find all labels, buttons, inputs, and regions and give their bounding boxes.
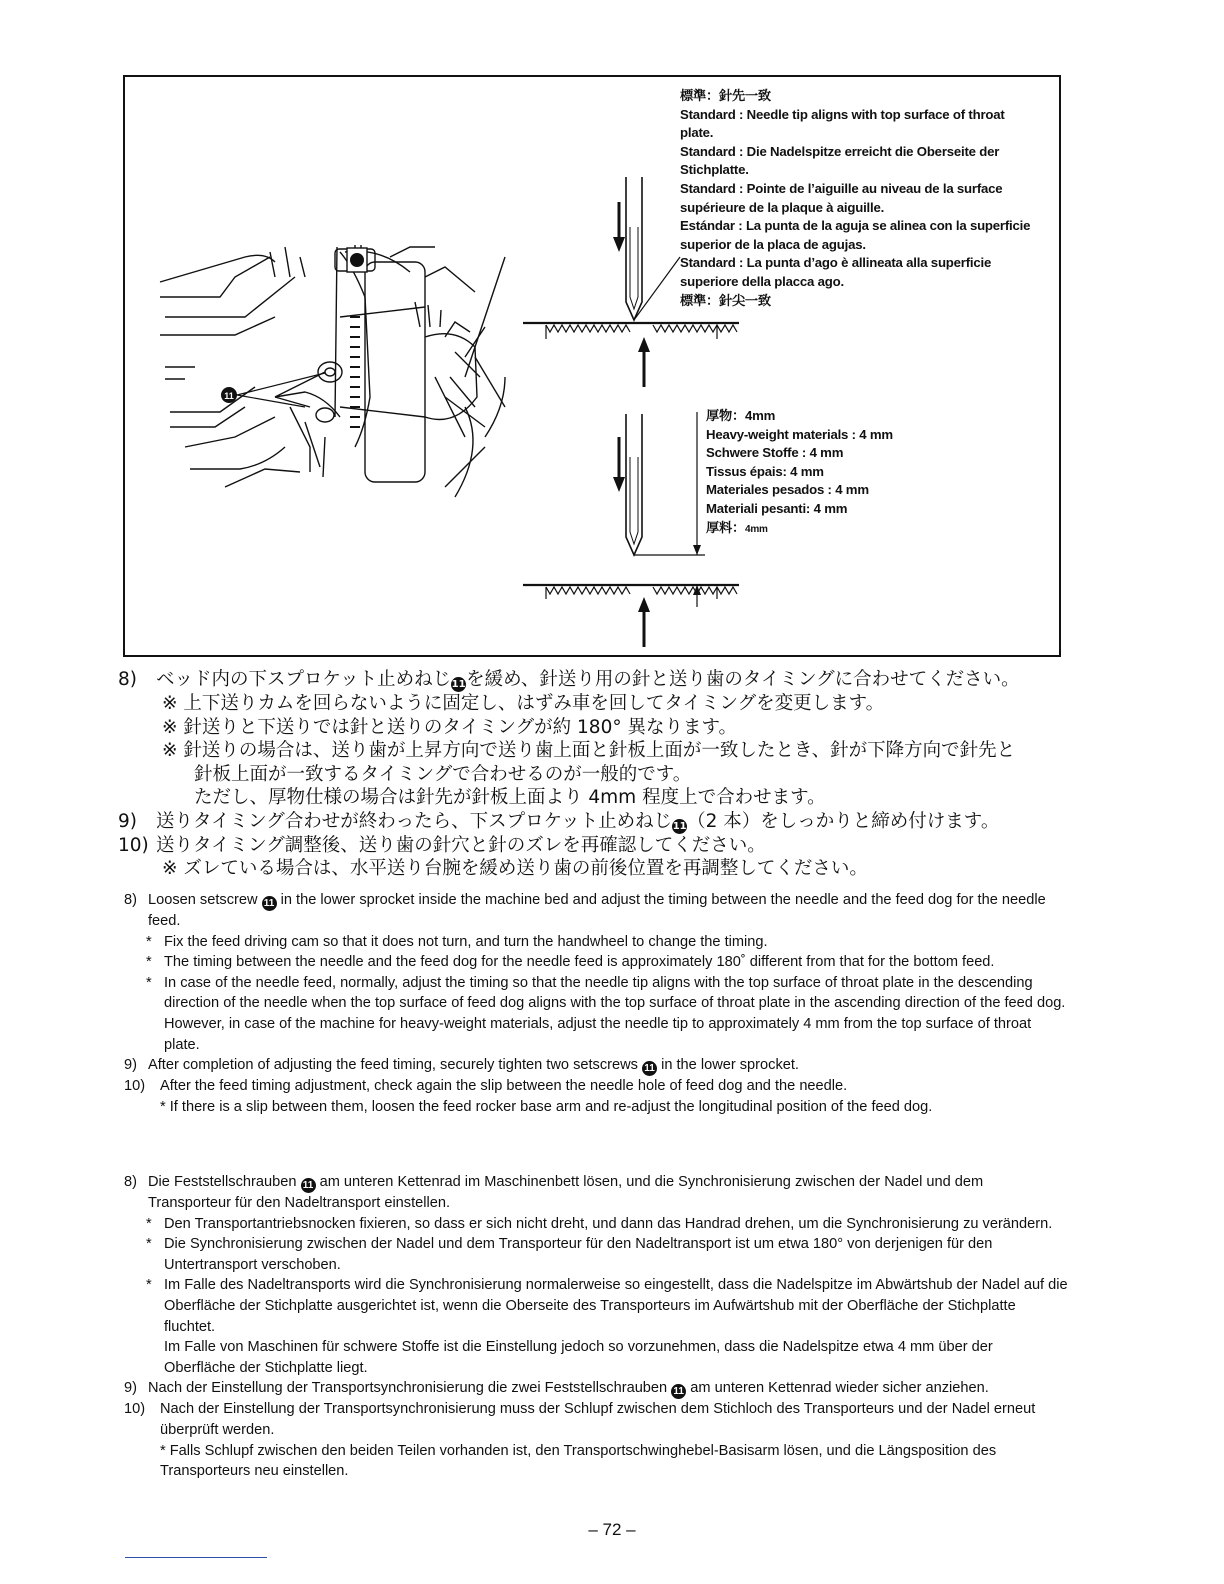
item-number: 8) [124,1174,137,1190]
en-item-10 [124,1076,1068,1097]
item-text: Nach der Einstellung der Transportsynchronisierung muss der Schlupf zwischen dem Stichloch des Transporteurs und der Nadel erneut überprüft werden. [160,1401,1036,1438]
de-bullet: * Den Transportantriebsnocken fixieren, so dass er sich nicht dreht, und dann das Handrad drehen, um die Synchronisierung zu verändern. [146,1215,1053,1232]
footer-rule [125,1557,267,1558]
item-text: Die Feststellschrauben 11 am unteren Kettenrad im Maschinenbett lösen, und die Synchronisierung zwischen der Nadel und dem Transporteur für den Nadeltransport einstellen. [148,1174,984,1211]
item-number: 10) [124,1401,146,1418]
figure-panel [123,75,1061,657]
de-bullet-extra: Im Falle von Maschinen für schwere Stoffe ist die Einstellung jedoch so vorzunehmen, dass die Nadelspitze etwa 4 mm über der Oberfläche der Stichplatte liegt. [164,1339,993,1376]
ja-note: ただし、厚物仕様の場合は針先が針板上面より 4mm 程度上で合わせます。 [194,787,826,808]
de-item-10-note: * Falls Schlupf zwischen den beiden Teilen vorhanden ist, den Transportschwinghebel-Basisarm lösen, und die Längsposition des Transporteurs neu einstellen. [160,1442,997,1480]
setscrew-11-icon: 11 [672,820,687,832]
en-item-9 [124,1055,1068,1076]
caption-line: Materiales pesados : 4 mm [706,482,869,498]
callout-11-label: 11 [224,391,234,401]
caption-line: Tissus épais: 4 mm [706,463,824,479]
caption-line: superiore della placca ago. [680,273,844,289]
caption-line: Standard : Die Nadelspitze erreicht die Oberseite der [680,143,1000,159]
english-instructions [124,890,1068,1117]
item-number: 8) [118,669,137,690]
caption-line: Standard : Needle tip aligns with top surface of throat [680,106,1005,122]
caption-line: 厚物：4mm [706,408,776,423]
item-text: Nach der Einstellung der Transportsynchronisierung die zwei Feststellschrauben 11 am unteren Kettenrad wieder sicher anziehen. [148,1380,989,1398]
ja-note: ※ 針送りと下送りでは針と送りのタイミングが約 180° 異なります。 [162,716,737,738]
caption-line: supérieure de la plaque à aiguille. [680,199,885,215]
item-number: 9) [118,810,137,832]
en-item-8 [124,890,1068,932]
en-bullet: * Fix the feed driving cam so that it does not turn, and turn the handwheel to change the timing. [146,933,768,950]
en-bullet: * The timing between the needle and the feed dog for the needle feed is approximately 180˚ different from that for the bottom feed. [146,954,995,971]
setscrew-11-icon: 11 [262,896,277,911]
setscrew-11-icon: 11 [671,1384,686,1399]
item-number: 10) [118,834,149,856]
caption-value: 4mm [744,523,768,535]
en-bullet: * In case of the needle feed, normally, adjust the timing so that the needle tip aligns with the top surface of throat plate in the descending direction of the needle when the top surface of feed dog aligns with the top surface of throat plate in the ascending direction of the feed dog. [146,974,1066,1012]
caption-line [706,519,1056,540]
item-text: ベッド内の下スプロケット止めねじ11を緩め、針送り用の針と送り歯のタイミングに合わせてください。 [156,669,1020,690]
caption-line: Standard : Pointe de l’aiguille au niveau de la surface [680,180,1003,196]
caption-standard [680,87,1060,310]
caption-line: 標準：針先一致 [680,88,771,103]
ja-note: ※ ズレている場合は、水平送り台腕を緩め送り歯の前後位置を再調整してください。 [162,858,868,879]
item-text: After the feed timing adjustment, check again the slip between the needle hole of feed dog and the needle. [160,1078,848,1095]
item-text: 送りタイミング調整後、送り歯の針穴と針のズレを再確認してください。 [156,834,766,856]
caption-line: superior de la placa de agujas. [680,236,866,252]
caption-line: Materiali pesanti: 4 mm [706,500,848,516]
caption-prefix: 厚料： [706,519,745,535]
de-item-9 [124,1378,1068,1399]
caption-line: Heavy-weight materials : 4 mm [706,426,893,442]
item-text: 送りタイミング合わせが終わったら、下スプロケット止めねじ11（2 本）をしっかりと締め付けます。 [156,810,1000,832]
page-number: – 72 – [588,1520,636,1539]
german-instructions [124,1172,1068,1482]
caption-line: Stichplatte. [680,162,749,178]
caption-line: Schwere Stoffe : 4 mm [706,445,844,461]
setscrew-11-icon: 11 [642,1061,657,1076]
caption-line: 標準：針尖一致 [680,292,771,308]
de-item-8 [124,1172,1068,1214]
item-number: 9) [124,1057,137,1074]
item-number: 10) [124,1078,146,1095]
japanese-instructions [118,668,1118,881]
ja-note: ※ 針送りの場合は、送り歯が上昇方向で送り歯上面と針板上面が一致したとき、針が下降方向で針先と [162,740,1016,761]
en-bullet-extra: However, in case of the machine for heavy-weight materials, adjust the needle tip to approximately 4 mm from the top surface of throat plate. [164,1015,1032,1053]
de-item-10 [124,1399,1068,1440]
caption-line: Standard : La punta d’ago è allineata alla superficie [680,255,992,271]
caption-heavy [706,407,1056,539]
item-text: Loosen setscrew 11 in the lower sprocket inside the machine bed and adjust the timing between the needle and the feed dog for the needle feed. [148,892,1046,929]
item-number: 8) [124,892,137,908]
en-item-10-note: * If there is a slip between them, loosen the feed rocker base arm and re-adjust the longitudinal position of the feed dog. [160,1098,933,1115]
de-bullet: * Die Synchronisierung zwischen der Nadel und dem Transporteur für den Nadeltransport ist um etwa 180° von derjenigen für den Untertransport verschoben. [146,1236,993,1273]
ja-item-9 [118,810,1118,834]
ja-item-8 [118,668,1118,692]
setscrew-11-icon: 11 [301,1178,316,1193]
ja-note: ※ 上下送りカムを回らないように固定し、はずみ車を回してタイミングを変更します。 [162,693,885,714]
de-bullet: * Im Falle des Nadeltransports wird die Synchronisierung normalerweise so eingestellt, dass die Nadelspitze im Abwärtshub der Nadel auf die Oberfläche der Stichplatte ausgerichtet ist, wenn die Oberseite des Transporteurs im Aufwärtshub mit der Oberfläche der Stichplatte fluchtet. [146,1277,1068,1335]
setscrew-11-icon: 11 [451,679,466,690]
item-number: 9) [124,1380,137,1397]
item-text: After completion of adjusting the feed timing, securely tighten two setscrews 11 in the lower sprocket. [148,1057,799,1075]
caption-line: Estándar : La punta de la aguja se alinea con la superficie [680,218,1031,234]
ja-item-10 [118,834,1118,858]
caption-line: plate. [680,125,714,141]
ja-note: 針板上面が一致するタイミングで合わせるのが一般的です。 [194,763,692,785]
